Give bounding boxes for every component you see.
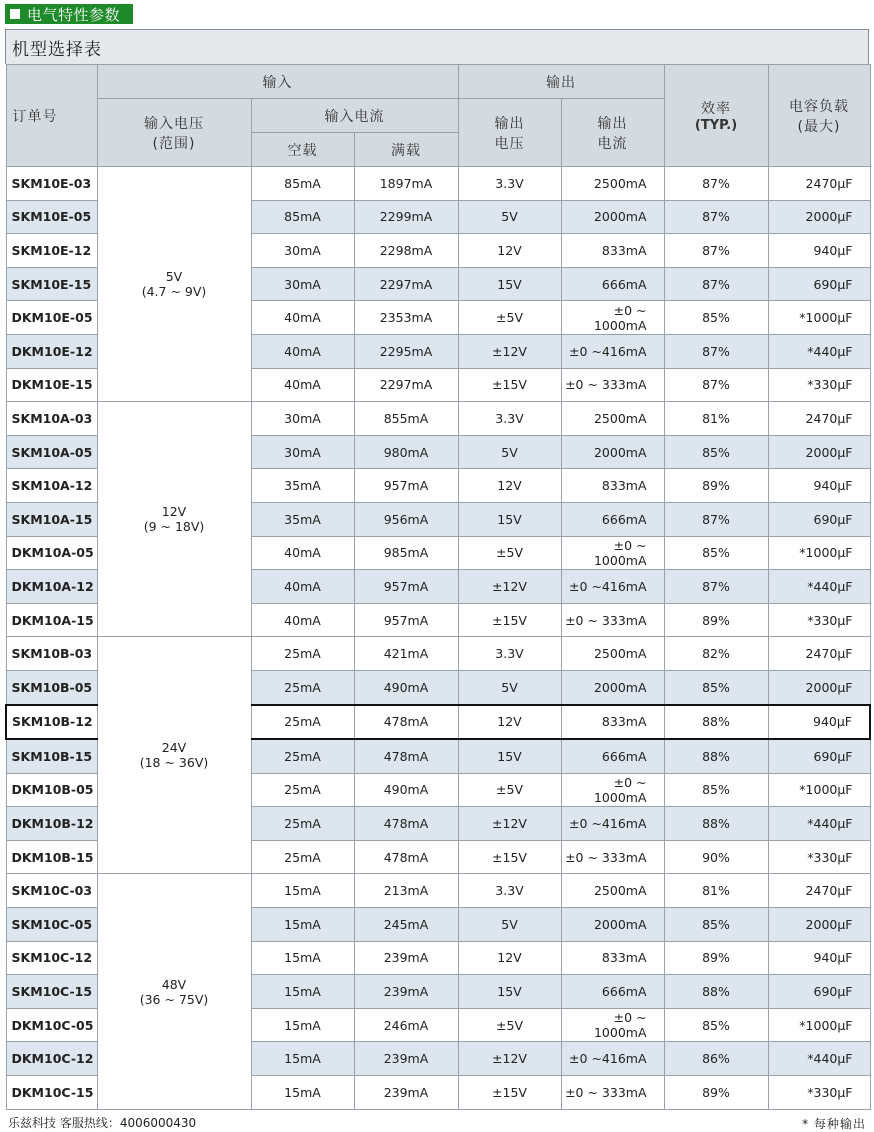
output-current-cell: 666mA <box>561 502 664 536</box>
input-voltage-range: (36 ~ 75V) <box>139 991 209 1007</box>
efficiency-cell: 85% <box>664 773 768 807</box>
full-load-current-cell: 478mA <box>354 807 458 841</box>
output-voltage-cell: 5V <box>458 670 561 704</box>
no-load-current-cell: 40mA <box>251 603 354 637</box>
model-number-cell: SKM10B-05 <box>6 670 97 704</box>
no-load-current-cell: 15mA <box>251 1076 354 1110</box>
header-efficiency-label: 效率 <box>701 101 732 117</box>
efficiency-cell: 85% <box>664 908 768 942</box>
output-voltage-cell: ±5V <box>458 773 561 807</box>
no-load-current-cell: 30mA <box>251 234 354 268</box>
model-number-cell: SKM10A-15 <box>6 502 97 536</box>
header-cap-load <box>768 65 870 167</box>
no-load-current-cell: 85mA <box>251 167 354 201</box>
model-number-cell: SKM10A-03 <box>6 402 97 436</box>
model-number-cell: SKM10C-15 <box>6 975 97 1009</box>
full-load-current-cell: 490mA <box>354 773 458 807</box>
output-voltage-cell: ±12V <box>458 570 561 604</box>
no-load-current-cell: 85mA <box>251 200 354 234</box>
capacitive-load-cell: 2470μF <box>768 874 870 908</box>
header-input-voltage-range: (范围) <box>152 135 196 152</box>
full-load-current-cell: 239mA <box>354 1042 458 1076</box>
output-voltage-cell: 3.3V <box>458 167 561 201</box>
efficiency-cell: 89% <box>664 1076 768 1110</box>
header-output-current <box>561 99 664 167</box>
capacitive-load-cell: 690μF <box>768 739 870 773</box>
model-number-cell: DKM10A-05 <box>6 536 97 570</box>
efficiency-cell: 81% <box>664 874 768 908</box>
capacitive-load-cell: *330μF <box>768 368 870 402</box>
no-load-current-cell: 15mA <box>251 874 354 908</box>
full-load-current-cell: 1897mA <box>354 167 458 201</box>
model-number-cell: SKM10E-15 <box>6 267 97 301</box>
efficiency-cell: 87% <box>664 267 768 301</box>
full-load-current-cell: 245mA <box>354 908 458 942</box>
capacitive-load-cell: *330μF <box>768 840 870 874</box>
output-current-cell: 666mA <box>561 975 664 1009</box>
header-output-voltage-line1: 输出 <box>494 115 525 132</box>
full-load-current-cell: 478mA <box>354 739 458 773</box>
capacitive-load-cell: *1000μF <box>768 773 870 807</box>
no-load-current-cell: 40mA <box>251 570 354 604</box>
output-voltage-cell: 12V <box>458 469 561 503</box>
capacitive-load-cell: 2470μF <box>768 167 870 201</box>
model-number-cell: SKM10C-12 <box>6 941 97 975</box>
header-efficiency <box>664 65 768 167</box>
full-load-current-cell: 2353mA <box>354 301 458 335</box>
output-voltage-cell: ±15V <box>458 1076 561 1110</box>
no-load-current-cell: 25mA <box>251 705 354 740</box>
capacitive-load-cell: *440μF <box>768 1042 870 1076</box>
output-voltage-cell: 15V <box>458 502 561 536</box>
full-load-current-cell: 985mA <box>354 536 458 570</box>
efficiency-cell: 87% <box>664 200 768 234</box>
output-voltage-cell: 3.3V <box>458 874 561 908</box>
capacitive-load-cell: 2000μF <box>768 670 870 704</box>
capacitive-load-cell: 940μF <box>768 469 870 503</box>
header-order-no: 订单号 <box>6 65 97 167</box>
output-voltage-cell: 3.3V <box>458 402 561 436</box>
model-number-cell: SKM10A-05 <box>6 435 97 469</box>
no-load-current-cell: 30mA <box>251 435 354 469</box>
header-input-voltage <box>97 99 251 167</box>
output-current-cell: ±0 ~ 1000mA <box>561 773 664 807</box>
output-voltage-cell: 12V <box>458 234 561 268</box>
capacitive-load-cell: 2000μF <box>768 200 870 234</box>
model-number-cell: SKM10E-05 <box>6 200 97 234</box>
model-number-cell: SKM10E-03 <box>6 167 97 201</box>
full-load-current-cell: 213mA <box>354 874 458 908</box>
efficiency-cell: 87% <box>664 334 768 368</box>
efficiency-cell: 85% <box>664 301 768 335</box>
capacitive-load-cell: 2000μF <box>768 435 870 469</box>
capacitive-load-cell: *440μF <box>768 334 870 368</box>
output-current-cell: 2500mA <box>561 402 664 436</box>
input-voltage-value: 24V <box>161 740 187 756</box>
model-number-cell: DKM10C-05 <box>6 1008 97 1042</box>
output-voltage-cell: 5V <box>458 908 561 942</box>
efficiency-cell: 87% <box>664 502 768 536</box>
input-voltage-range: (4.7 ~ 9V) <box>141 284 207 300</box>
output-current-cell: 833mA <box>561 705 664 740</box>
capacitive-load-cell: *330μF <box>768 1076 870 1110</box>
footer-hotline: 乐兹科技 客服热线：4006000430 <box>8 1116 197 1130</box>
header-efficiency-typ: (TYP.) <box>694 118 738 133</box>
efficiency-cell: 86% <box>664 1042 768 1076</box>
output-current-cell: 2500mA <box>561 637 664 671</box>
output-voltage-cell: ±12V <box>458 1042 561 1076</box>
square-icon <box>10 9 20 19</box>
output-voltage-cell: ±12V <box>458 334 561 368</box>
capacitive-load-cell: 690μF <box>768 502 870 536</box>
no-load-current-cell: 35mA <box>251 502 354 536</box>
efficiency-cell: 88% <box>664 739 768 773</box>
header-no-load: 空载 <box>251 133 354 167</box>
full-load-current-cell: 957mA <box>354 570 458 604</box>
table-row <box>6 402 870 436</box>
section-title: 电气特性参数 <box>27 5 121 24</box>
capacitive-load-cell: *330μF <box>768 603 870 637</box>
output-voltage-cell: ±5V <box>458 301 561 335</box>
output-current-cell: ±0 ~ 1000mA <box>561 1008 664 1042</box>
no-load-current-cell: 40mA <box>251 368 354 402</box>
output-current-cell: ±0 ~ 333mA <box>561 603 664 637</box>
input-voltage-cell <box>97 402 251 637</box>
model-number-cell: SKM10B-15 <box>6 739 97 773</box>
model-number-cell: DKM10E-05 <box>6 301 97 335</box>
output-current-cell: 2000mA <box>561 435 664 469</box>
no-load-current-cell: 35mA <box>251 469 354 503</box>
efficiency-cell: 82% <box>664 637 768 671</box>
efficiency-cell: 85% <box>664 536 768 570</box>
output-voltage-cell: 12V <box>458 941 561 975</box>
efficiency-cell: 89% <box>664 603 768 637</box>
header-output-voltage-line2: 电压 <box>494 135 525 152</box>
efficiency-cell: 89% <box>664 941 768 975</box>
input-voltage-cell <box>97 637 251 874</box>
output-current-cell: ±0 ~ 1000mA <box>561 301 664 335</box>
capacitive-load-cell: 690μF <box>768 267 870 301</box>
no-load-current-cell: 15mA <box>251 1042 354 1076</box>
output-voltage-cell: ±5V <box>458 1008 561 1042</box>
efficiency-cell: 85% <box>664 670 768 704</box>
output-voltage-cell: 15V <box>458 267 561 301</box>
no-load-current-cell: 25mA <box>251 773 354 807</box>
model-number-cell: DKM10A-12 <box>6 570 97 604</box>
output-current-cell: ±0 ~ 333mA <box>561 1076 664 1110</box>
input-voltage-range: (9 ~ 18V) <box>143 519 205 535</box>
output-current-cell: ±0 ~416mA <box>561 1042 664 1076</box>
input-voltage-value: 5V <box>165 269 183 285</box>
full-load-current-cell: 478mA <box>354 705 458 740</box>
output-voltage-cell: ±15V <box>458 603 561 637</box>
output-current-cell: 2500mA <box>561 167 664 201</box>
model-number-cell: DKM10B-15 <box>6 840 97 874</box>
capacitive-load-cell: *1000μF <box>768 536 870 570</box>
model-number-cell: SKM10E-12 <box>6 234 97 268</box>
footer-note: * 每种输出 <box>802 1117 866 1131</box>
no-load-current-cell: 25mA <box>251 670 354 704</box>
full-load-current-cell: 2295mA <box>354 334 458 368</box>
model-number-cell: DKM10E-12 <box>6 334 97 368</box>
efficiency-cell: 88% <box>664 807 768 841</box>
output-current-cell: ±0 ~416mA <box>561 570 664 604</box>
full-load-current-cell: 246mA <box>354 1008 458 1042</box>
capacitive-load-cell: 2000μF <box>768 908 870 942</box>
efficiency-cell: 89% <box>664 469 768 503</box>
input-voltage-value: 12V <box>161 504 187 520</box>
full-load-current-cell: 2299mA <box>354 200 458 234</box>
no-load-current-cell: 25mA <box>251 840 354 874</box>
model-number-cell: SKM10C-05 <box>6 908 97 942</box>
output-voltage-cell: 12V <box>458 705 561 740</box>
efficiency-cell: 87% <box>664 368 768 402</box>
efficiency-cell: 87% <box>664 167 768 201</box>
capacitive-load-cell: *1000μF <box>768 301 870 335</box>
header-output-current-line2: 电流 <box>597 135 628 152</box>
output-current-cell: 833mA <box>561 941 664 975</box>
input-voltage-range: (18 ~ 36V) <box>139 755 209 771</box>
full-load-current-cell: 855mA <box>354 402 458 436</box>
input-voltage-cell <box>97 874 251 1109</box>
output-current-cell: ±0 ~416mA <box>561 807 664 841</box>
efficiency-cell: 88% <box>664 705 768 740</box>
full-load-current-cell: 421mA <box>354 637 458 671</box>
output-voltage-cell: ±15V <box>458 368 561 402</box>
model-number-cell: DKM10C-12 <box>6 1042 97 1076</box>
output-current-cell: 666mA <box>561 739 664 773</box>
header-input: 输入 <box>97 65 458 99</box>
header-full-load: 满载 <box>354 133 458 167</box>
output-current-cell: 2000mA <box>561 200 664 234</box>
header-cap-load-label: 电容负载 <box>789 98 850 115</box>
full-load-current-cell: 239mA <box>354 941 458 975</box>
output-current-cell: 666mA <box>561 267 664 301</box>
no-load-current-cell: 40mA <box>251 536 354 570</box>
capacitive-load-cell: *1000μF <box>768 1008 870 1042</box>
no-load-current-cell: 25mA <box>251 739 354 773</box>
model-number-cell: SKM10C-03 <box>6 874 97 908</box>
full-load-current-cell: 2298mA <box>354 234 458 268</box>
output-current-cell: ±0 ~ 333mA <box>561 840 664 874</box>
capacitive-load-cell: *440μF <box>768 570 870 604</box>
output-current-cell: ±0 ~ 1000mA <box>561 536 664 570</box>
output-current-cell: 833mA <box>561 234 664 268</box>
capacitive-load-cell: 2470μF <box>768 637 870 671</box>
efficiency-cell: 90% <box>664 840 768 874</box>
efficiency-cell: 87% <box>664 570 768 604</box>
table-caption: 机型选择表 <box>5 29 869 64</box>
full-load-current-cell: 957mA <box>354 469 458 503</box>
header-output-voltage <box>458 99 561 167</box>
header-cap-load-max: (最大) <box>797 118 841 135</box>
no-load-current-cell: 40mA <box>251 334 354 368</box>
efficiency-cell: 88% <box>664 975 768 1009</box>
model-number-cell: DKM10E-15 <box>6 368 97 402</box>
no-load-current-cell: 15mA <box>251 941 354 975</box>
header-output-current-line1: 输出 <box>597 115 628 132</box>
efficiency-cell: 85% <box>664 435 768 469</box>
full-load-current-cell: 239mA <box>354 975 458 1009</box>
output-current-cell: ±0 ~416mA <box>561 334 664 368</box>
efficiency-cell: 85% <box>664 1008 768 1042</box>
model-number-cell: DKM10A-15 <box>6 603 97 637</box>
efficiency-cell: 81% <box>664 402 768 436</box>
efficiency-cell: 87% <box>664 234 768 268</box>
model-selection-table-frame <box>5 29 869 1110</box>
capacitive-load-cell: *440μF <box>768 807 870 841</box>
input-voltage-cell <box>97 167 251 402</box>
no-load-current-cell: 30mA <box>251 267 354 301</box>
no-load-current-cell: 30mA <box>251 402 354 436</box>
no-load-current-cell: 40mA <box>251 301 354 335</box>
no-load-current-cell: 25mA <box>251 637 354 671</box>
output-current-cell: 2000mA <box>561 908 664 942</box>
full-load-current-cell: 956mA <box>354 502 458 536</box>
output-current-cell: ±0 ~ 333mA <box>561 368 664 402</box>
output-voltage-cell: ±12V <box>458 807 561 841</box>
model-number-cell: SKM10A-12 <box>6 469 97 503</box>
full-load-current-cell: 239mA <box>354 1076 458 1110</box>
input-voltage-value: 48V <box>161 976 187 992</box>
output-voltage-cell: ±5V <box>458 536 561 570</box>
full-load-current-cell: 2297mA <box>354 368 458 402</box>
full-load-current-cell: 957mA <box>354 603 458 637</box>
output-voltage-cell: 3.3V <box>458 637 561 671</box>
table-row <box>6 167 870 201</box>
capacitive-load-cell: 690μF <box>768 975 870 1009</box>
no-load-current-cell: 15mA <box>251 908 354 942</box>
model-number-cell: SKM10B-03 <box>6 637 97 671</box>
output-voltage-cell: 5V <box>458 200 561 234</box>
output-voltage-cell: ±15V <box>458 840 561 874</box>
output-voltage-cell: 15V <box>458 739 561 773</box>
output-current-cell: 833mA <box>561 469 664 503</box>
full-load-current-cell: 980mA <box>354 435 458 469</box>
table-body <box>6 167 870 1110</box>
model-number-cell: SKM10B-12 <box>6 705 97 740</box>
capacitive-load-cell: 940μF <box>768 941 870 975</box>
output-current-cell: 2000mA <box>561 670 664 704</box>
output-voltage-cell: 5V <box>458 435 561 469</box>
capacitive-load-cell: 2470μF <box>768 402 870 436</box>
capacitive-load-cell: 940μF <box>768 234 870 268</box>
output-current-cell: 2500mA <box>561 874 664 908</box>
no-load-current-cell: 15mA <box>251 1008 354 1042</box>
no-load-current-cell: 25mA <box>251 807 354 841</box>
full-load-current-cell: 478mA <box>354 840 458 874</box>
output-voltage-cell: 15V <box>458 975 561 1009</box>
table-row <box>6 874 870 908</box>
model-number-cell: DKM10C-15 <box>6 1076 97 1110</box>
model-selection-table <box>5 64 871 1110</box>
full-load-current-cell: 490mA <box>354 670 458 704</box>
full-load-current-cell: 2297mA <box>354 267 458 301</box>
header-output: 输出 <box>458 65 664 99</box>
capacitive-load-cell: 940μF <box>768 705 870 740</box>
section-title-bar <box>5 4 133 24</box>
header-input-voltage-label: 输入电压 <box>144 115 204 132</box>
no-load-current-cell: 15mA <box>251 975 354 1009</box>
header-input-current: 输入电流 <box>251 99 458 133</box>
table-row <box>6 637 870 671</box>
model-number-cell: DKM10B-05 <box>6 773 97 807</box>
model-number-cell: DKM10B-12 <box>6 807 97 841</box>
